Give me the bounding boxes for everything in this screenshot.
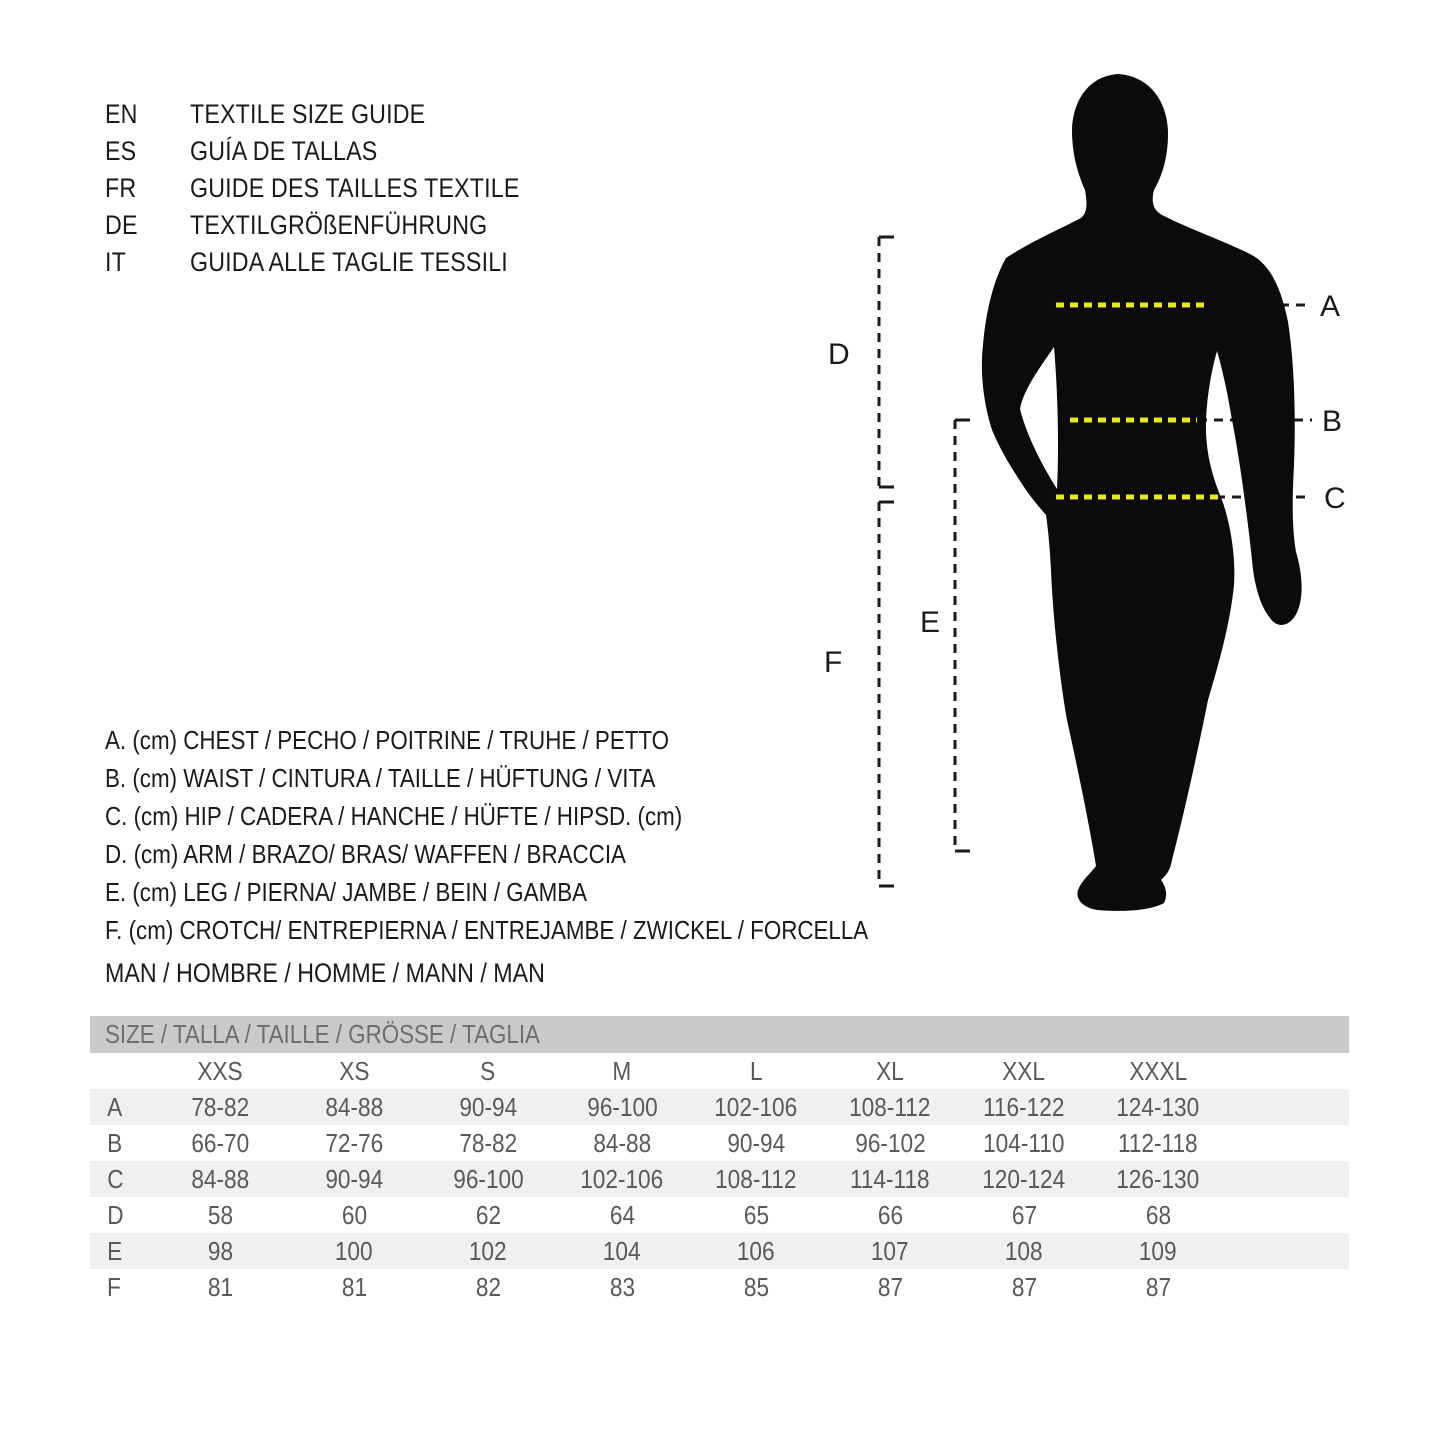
size-cell: 112-118 [1118,1127,1198,1158]
size-cell: 82 [475,1271,501,1302]
size-cell: 87 [1145,1271,1171,1302]
gender-label: MAN / HOMBRE / HOMME / MANN / MAN [105,958,545,988]
size-cell: 81 [341,1271,367,1302]
size-cell: 90-94 [727,1127,785,1158]
column-header: M [612,1055,632,1086]
size-cell: 126-130 [1116,1163,1200,1194]
legend-line-waist: B. (cm) WAIST / CINTURA / TAILLE / HÜFTUNG / VITA [105,762,656,793]
legend-line-crotch: F. (cm) CROTCH/ ENTREPIERNA / ENTREJAMBE / ZWICKEL / FORCELLA [105,914,869,945]
size-cell: 62 [475,1199,501,1230]
language-code: DE [105,210,138,240]
man-silhouette [982,74,1302,911]
row-label: D [107,1199,124,1230]
arm-measure-ticks [879,237,894,487]
language-title: GUIDE DES TAILLES TEXTILE [190,173,520,203]
column-header: XXXL [1129,1055,1187,1086]
size-cell: 124-130 [1116,1091,1200,1122]
size-cell: 85 [743,1271,769,1302]
size-cell: 58 [207,1199,233,1230]
size-cell: 81 [207,1271,233,1302]
row-label: F [107,1271,121,1302]
size-table-header-bar: SIZE / TALLA / TAILLE / GRÖSSE / TAGLIA [90,1016,1349,1053]
column-header: XS [338,1055,370,1086]
arm-line-label: D [828,338,850,371]
leg-line-label: E [920,606,941,639]
legend-line-arm: D. (cm) ARM / BRAZO/ BRAS/ WAFFEN / BRACCIA [105,838,626,869]
size-cell: 98 [207,1235,233,1266]
hip-line-label: C [1324,482,1346,515]
size-cell: 60 [341,1199,367,1230]
size-cell: 108-112 [715,1163,797,1194]
language-title: GUIDA ALLE TAGLIE TESSILI [190,247,508,277]
size-cell: 90-94 [459,1091,517,1122]
language-title: GUÍA DE TALLAS [190,136,378,166]
size-table [90,1016,1349,1305]
size-cell: 106 [737,1235,775,1266]
table-row-hip [90,1161,1349,1197]
waist-line-label: B [1322,405,1343,438]
row-label: E [107,1235,123,1266]
legend-line-chest: A. (cm) CHEST / PECHO / POITRINE / TRUHE / PETTO [105,724,670,755]
size-cell: 78-82 [459,1127,517,1158]
size-cell: 78-82 [191,1091,249,1122]
size-cell: 87 [1011,1271,1037,1302]
language-code: ES [105,136,137,166]
column-header: L [749,1055,763,1086]
size-cell: 104 [603,1235,641,1266]
size-cell: 64 [609,1199,635,1230]
table-row-arm [90,1197,1349,1233]
size-cell: 84-88 [325,1091,383,1122]
table-row-leg [90,1233,1349,1269]
size-cell: 116-122 [983,1091,1065,1122]
size-cell: 96-100 [586,1091,658,1122]
size-cell: 72-76 [325,1127,383,1158]
row-label: C [107,1163,124,1194]
language-row-it [105,244,573,281]
language-row-fr [105,170,573,207]
size-cell: 68 [1145,1199,1171,1230]
size-cell: 100 [335,1235,373,1266]
size-cell: 108-112 [849,1091,931,1122]
size-cell: 120-124 [982,1163,1066,1194]
language-title: TEXTILE SIZE GUIDE [190,99,426,129]
legend-line-leg: E. (cm) LEG / PIERNA/ JAMBE / BEIN / GAMBA [105,876,588,907]
size-cell: 84-88 [593,1127,651,1158]
language-title-block [105,96,573,281]
table-row-crotch [90,1269,1349,1305]
language-code: FR [105,173,137,203]
size-table-column-header-row [90,1053,1349,1089]
size-cell: 102 [469,1235,507,1266]
size-cell: 96-102 [854,1127,926,1158]
size-cell: 84-88 [191,1163,249,1194]
column-header: XXS [197,1055,243,1086]
language-code: IT [105,247,126,277]
column-header: S [480,1055,496,1086]
row-label: B [107,1127,123,1158]
size-cell: 107 [871,1235,909,1266]
size-cell: 114-118 [850,1163,930,1194]
size-cell: 108 [1005,1235,1043,1266]
table-row-waist [90,1125,1349,1161]
language-row-en [105,96,573,133]
size-cell: 96-100 [452,1163,524,1194]
size-cell: 102-106 [580,1163,664,1194]
table-row-chest [90,1089,1349,1125]
language-title: TEXTILGRÖßENFÜHRUNG [190,210,488,240]
size-cell: 90-94 [325,1163,383,1194]
column-header: XXL [1002,1055,1046,1086]
language-code: EN [105,99,138,129]
crotch-line-label: F [824,646,843,679]
row-label: A [107,1091,123,1122]
size-cell: 83 [609,1271,635,1302]
size-cell: 66 [877,1199,903,1230]
measurement-legend [105,721,992,949]
size-cell: 66-70 [191,1127,249,1158]
language-row-de [105,207,573,244]
size-cell: 109 [1139,1235,1177,1266]
chest-line-label: A [1320,290,1341,323]
size-cell: 65 [743,1199,769,1230]
column-header: XL [876,1055,904,1086]
size-cell: 104-110 [983,1127,1065,1158]
language-row-es [105,133,573,170]
size-cell: 102-106 [714,1091,798,1122]
size-cell: 67 [1011,1199,1037,1230]
size-cell: 87 [877,1271,903,1302]
legend-line-hip: C. (cm) HIP / CADERA / HANCHE / HÜFTE / HIPSD. (cm) [105,800,683,831]
